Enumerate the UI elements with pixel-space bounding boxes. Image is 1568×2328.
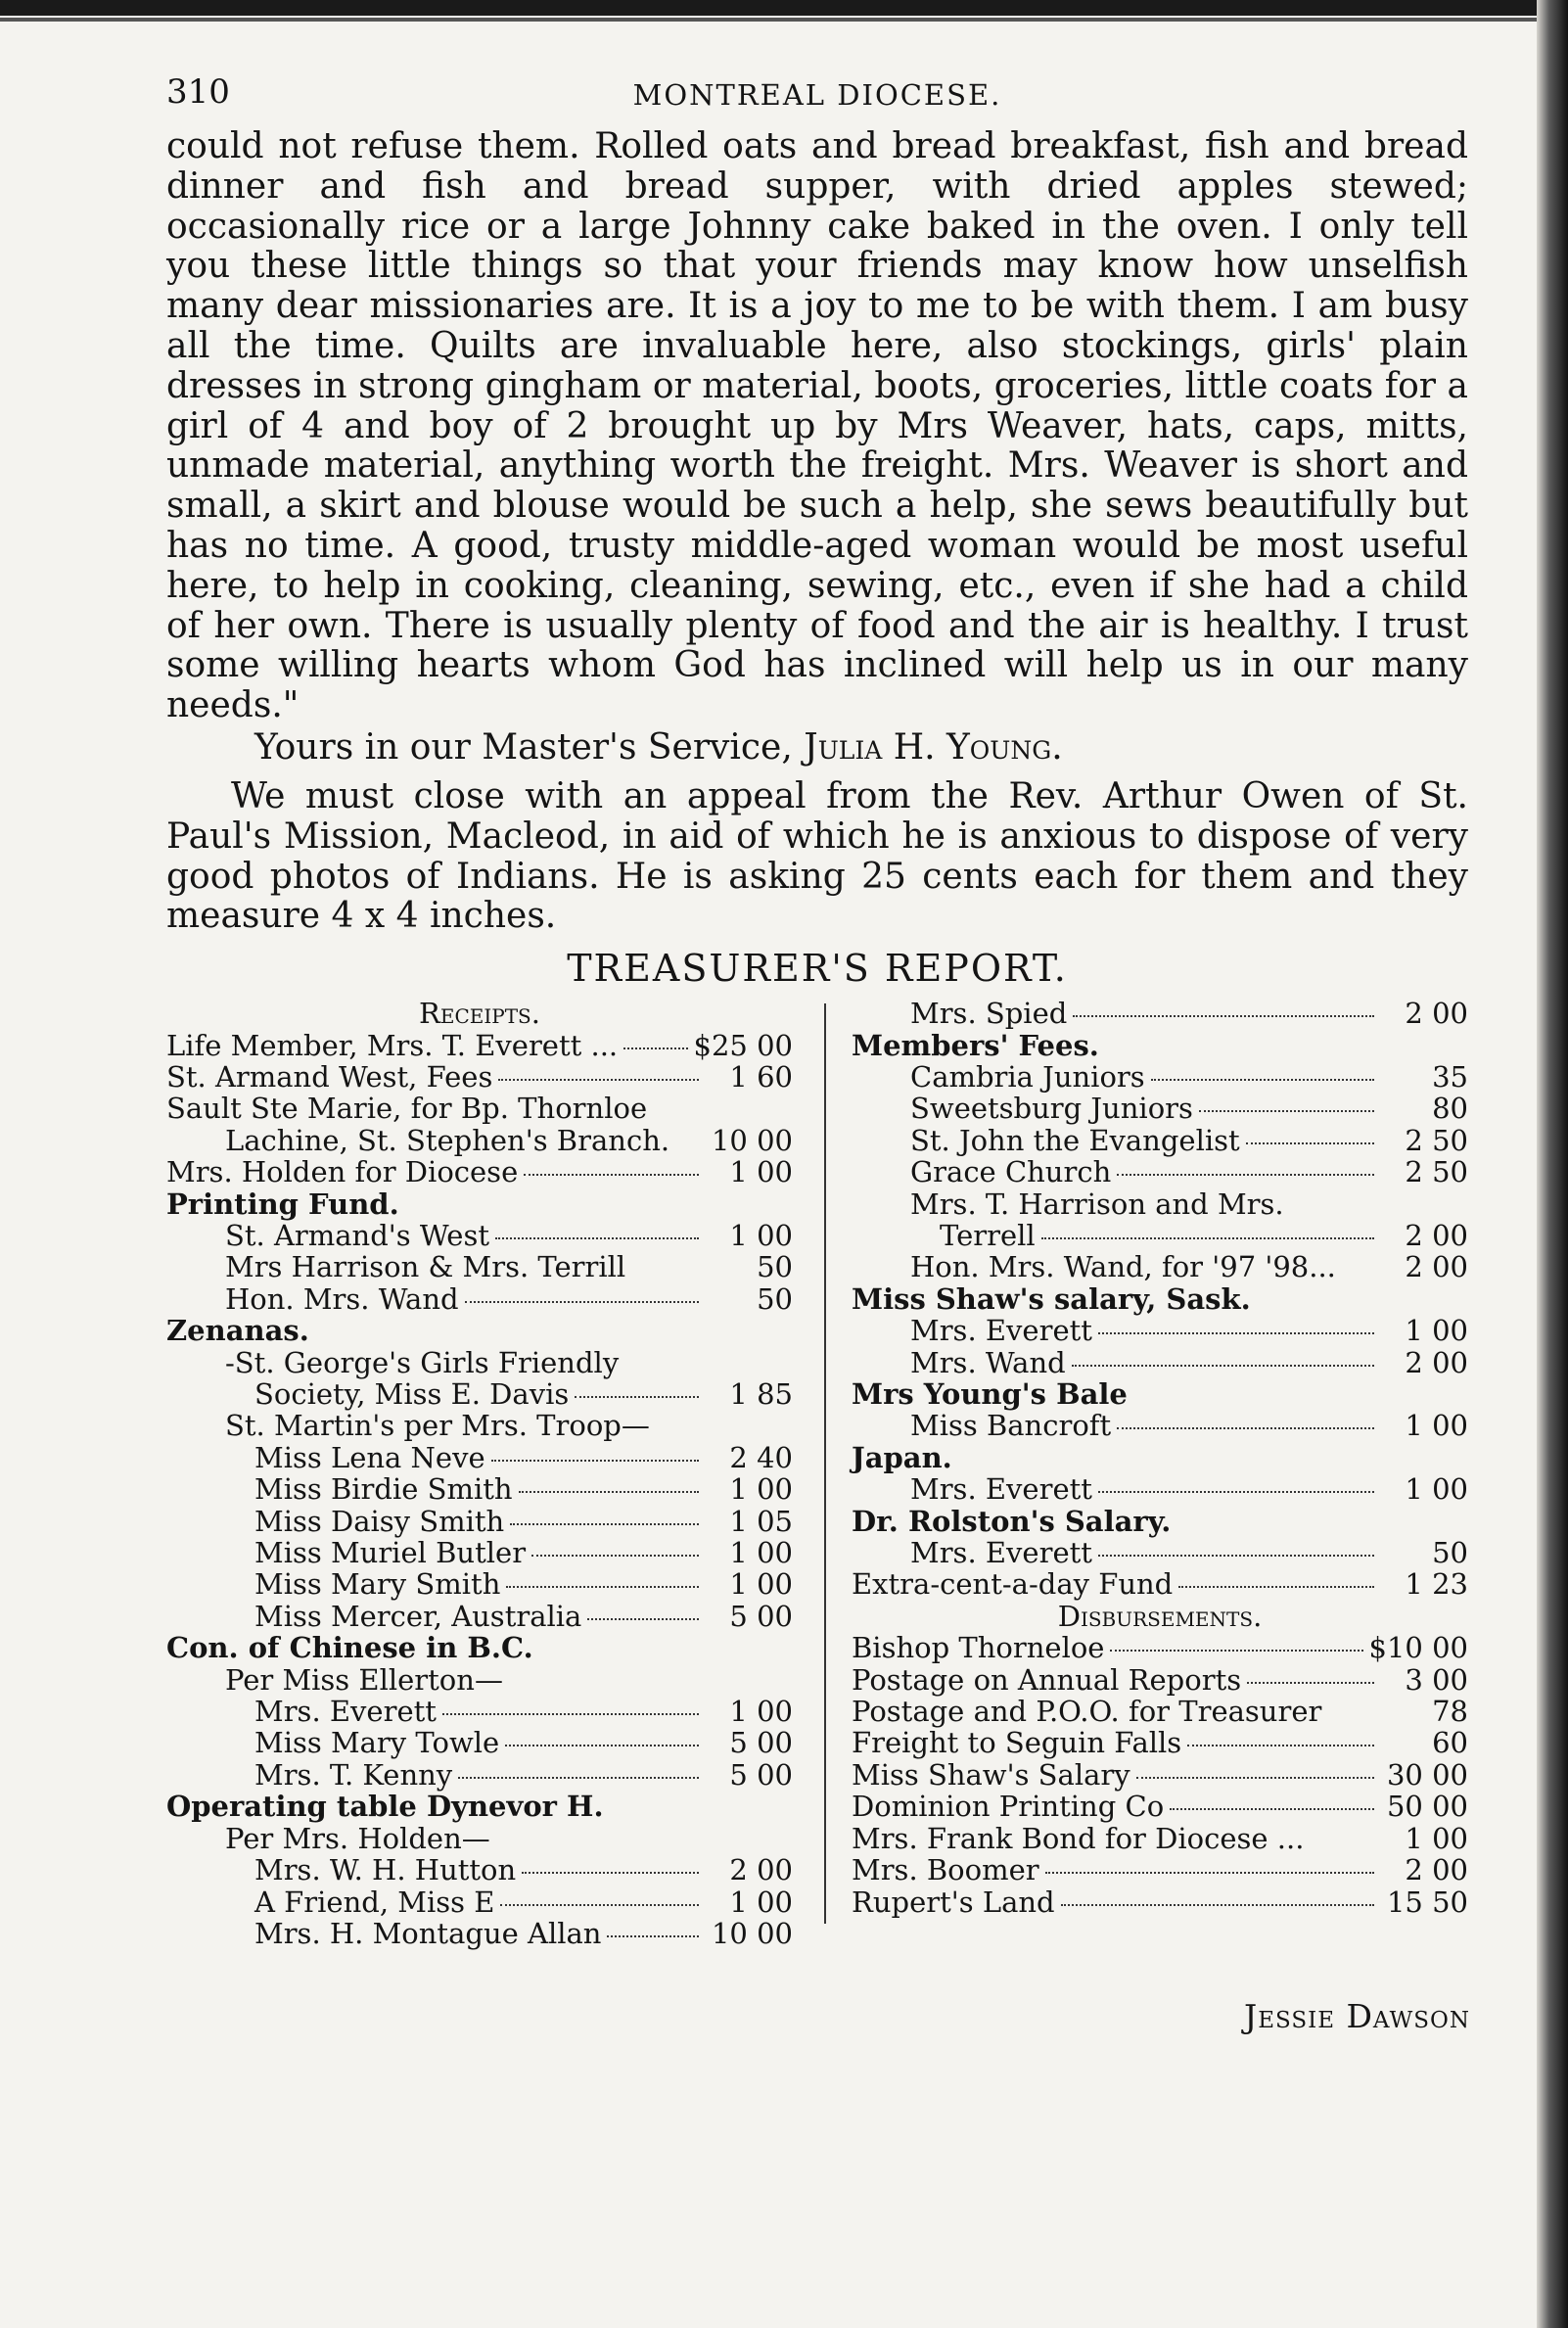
row-label: Mrs. H. Montague Allan: [254, 1916, 602, 1950]
leader-dots: [506, 1586, 699, 1588]
row-amount: 30 00: [1386, 1757, 1468, 1792]
leader-dots: [1045, 1872, 1374, 1874]
report-row: [166, 1759, 793, 1791]
leader-dots: [575, 1396, 699, 1398]
row-label: Con. of Chinese in B.C.: [166, 1631, 533, 1665]
report-row: [852, 1378, 1468, 1410]
letter-paragraph: could not refuse them. Rolled oats and bread breakfast, fish and bread dinner and fish and bread supper, with dried apples stewed; occasionally rice or a large Johnny cake baked in the oven. I only tell you these little things so that your friends may know how unselfish many dear missionaries are. It is a joy to me to be with them. I am busy all the time. Quilts are invaluable here, also stockings, girls' plain dresses in strong gingham or material, boots, groceries, little coats for a girl of 4 and boy of 2 brought up by Mrs Weaver, hats, caps, mitts, unmade material, anything worth the freight. Mrs. Weaver is short and small, a skirt and blouse would be such a help, she sews beautifully but has no time. A good, trusty middle-aged woman would be most useful here, to help in cooking, cleaning, sewing, etc., even if she had a child of her own. There is usually plenty of food and the air is healthy. I trust some willing hearts whom God has inclined will help us in our many needs.": [166, 126, 1468, 726]
report-row: [852, 1886, 1468, 1918]
report-row: [166, 1220, 793, 1251]
row-amount: 10 00: [711, 1123, 793, 1157]
row-amount: 2 50: [1405, 1155, 1468, 1189]
row-amount: 10 00: [711, 1916, 793, 1950]
row-amount: 1 00: [729, 1695, 793, 1729]
signoff-name: Julia H. Young.: [804, 726, 1063, 768]
row-label: St. Martin's per Mrs. Troop—: [225, 1409, 650, 1443]
row-label: Miss Bancroft: [910, 1409, 1112, 1443]
row-label: Society, Miss E. Davis: [254, 1377, 570, 1412]
report-row: [852, 1632, 1468, 1663]
row-amount: 50: [757, 1250, 793, 1284]
row-amount: 2 50: [1405, 1123, 1468, 1157]
row-amount: 80: [1432, 1092, 1468, 1126]
row-amount: 5 00: [729, 1757, 793, 1792]
row-label: Mrs. Spied: [910, 997, 1068, 1031]
row-amount: $10 00: [1368, 1631, 1468, 1665]
row-label: Printing Fund.: [166, 1187, 399, 1221]
report-row: [852, 1506, 1468, 1537]
leader-dots: [500, 1904, 699, 1906]
row-label: Mrs. Everett: [910, 1536, 1092, 1570]
row-label: A Friend, Miss E: [254, 1885, 495, 1919]
row-label: Life Member, Mrs. T. Everett ...: [166, 1028, 619, 1062]
leader-dots: [442, 1713, 699, 1715]
report-row: [852, 1410, 1468, 1441]
row-label: Extra-cent-a-day Fund: [852, 1567, 1174, 1602]
page-content: [166, 59, 1468, 1950]
row-label: Hon. Mrs. Wand, for '97 '98...: [910, 1250, 1336, 1284]
report-row: [852, 1696, 1468, 1727]
page-number: 310: [166, 72, 230, 112]
row-amount: 1 00: [729, 1155, 793, 1189]
row-label: Mrs. Frank Bond for Diocese ...: [852, 1821, 1305, 1855]
report-row: [166, 1156, 793, 1187]
report-row: [166, 1696, 793, 1727]
leader-dots: [1073, 1015, 1374, 1017]
row-amount: 2 00: [1405, 997, 1468, 1031]
report-row: [852, 1125, 1468, 1156]
row-amount: 50: [1432, 1536, 1468, 1570]
leader-dots: [458, 1777, 699, 1779]
report-row: [852, 1061, 1468, 1093]
row-label: -St. George's Girls Friendly: [225, 1345, 620, 1379]
report-title: TREASURER'S REPORT.: [567, 947, 1068, 991]
row-amount: 1 00: [729, 1567, 793, 1602]
report-row: [852, 1759, 1468, 1791]
report-row: [166, 1030, 793, 1061]
row-label: Rupert's Land: [852, 1885, 1055, 1919]
report-row: [166, 1537, 793, 1568]
report-row: [166, 1664, 793, 1696]
leader-dots: [1178, 1586, 1374, 1588]
row-label: Dominion Printing Co: [852, 1790, 1165, 1824]
report-row: [166, 1791, 793, 1822]
leader-dots: [531, 1555, 699, 1557]
row-label: Postage on Annual Reports: [852, 1662, 1242, 1697]
leader-dots: [519, 1491, 699, 1493]
report-row: [852, 1823, 1468, 1854]
running-title: MONTREAL DIOCESE.: [632, 78, 1002, 112]
row-label: Miss Muriel Butler: [254, 1536, 527, 1570]
report-row: [166, 1125, 793, 1156]
row-label: Sault Ste Marie, for Bp. Thornloe: [166, 1092, 648, 1126]
row-amount: 78: [1432, 1695, 1468, 1729]
report-row: [166, 1918, 793, 1949]
row-amount: 2 00: [1405, 1853, 1468, 1887]
row-label: Mrs. Everett: [254, 1695, 437, 1729]
receipts-column: [166, 998, 793, 1949]
row-label: Miss Mary Towle: [254, 1726, 500, 1760]
row-label: Miss Birdie Smith: [254, 1472, 513, 1507]
row-label: Mrs. T. Harrison and Mrs.: [910, 1187, 1284, 1221]
row-label: Per Miss Ellerton—: [225, 1662, 503, 1697]
report-row: [166, 1188, 793, 1220]
leader-dots: [1199, 1110, 1374, 1112]
leader-dots: [587, 1618, 699, 1620]
report-row: [166, 1854, 793, 1886]
row-amount: 1 23: [1405, 1567, 1468, 1602]
appeal-paragraph: We must close with an appeal from the Rev. Arthur Owen of St. Paul's Mission, Macleod, in aid of which he is anxious to dispose of very good photos of Indians. He is asking 25 cents each for them and they measure 4 x 4 inches.: [166, 775, 1468, 937]
report-row: [166, 1347, 793, 1378]
leader-dots: [623, 1048, 687, 1049]
leader-dots: [1151, 1079, 1374, 1081]
report-row: [852, 1188, 1468, 1220]
row-amount: 1 00: [1405, 1821, 1468, 1855]
scan-right-edge: [1537, 0, 1568, 2328]
row-amount: 2 40: [729, 1440, 793, 1474]
row-label: Zenanas.: [166, 1314, 309, 1348]
report-row: [166, 1093, 793, 1124]
row-label: Japan.: [852, 1440, 952, 1474]
column-divider: [824, 1003, 826, 1924]
leader-dots: [1098, 1332, 1374, 1334]
row-label: Miss Shaw's Salary: [852, 1757, 1130, 1792]
report-row: [166, 1473, 793, 1505]
row-amount: 2 00: [1405, 1250, 1468, 1284]
report-row: [852, 1283, 1468, 1315]
row-label: St. John the Evangelist: [910, 1123, 1240, 1157]
row-label: Dr. Rolston's Salary.: [852, 1504, 1172, 1538]
report-row: [166, 1506, 793, 1537]
row-label: Disbursements.: [1057, 1599, 1263, 1633]
row-amount: 15 50: [1386, 1885, 1468, 1919]
row-label: St. Armand's West: [225, 1218, 490, 1252]
scan-top-border-shadow: [0, 18, 1568, 22]
leader-dots: [1072, 1365, 1374, 1367]
report-row: [852, 1568, 1468, 1600]
leader-dots: [491, 1460, 699, 1462]
report-row: [166, 1568, 793, 1600]
leader-dots: [1247, 1682, 1374, 1684]
row-label: Terrell: [940, 1218, 1036, 1252]
leader-dots: [510, 1523, 699, 1525]
row-amount: 1 00: [729, 1536, 793, 1570]
leader-dots: [498, 1079, 699, 1081]
leader-dots: [607, 1935, 699, 1937]
report-row: [852, 1220, 1468, 1251]
row-label: Mrs. Wand: [910, 1345, 1066, 1379]
row-amount: 2 00: [729, 1853, 793, 1887]
leader-dots: [1041, 1237, 1374, 1239]
row-label: Per Mrs. Holden—: [225, 1821, 490, 1855]
page-header: [166, 59, 1468, 127]
report-row: [852, 1347, 1468, 1378]
leader-dots: [1246, 1142, 1374, 1144]
row-label: Miss Mary Smith: [254, 1567, 501, 1602]
row-label: Postage and P.O.O. for Treasurer: [852, 1695, 1322, 1729]
row-amount: 50: [757, 1281, 793, 1316]
leader-dots: [1098, 1555, 1374, 1557]
row-label: Operating table Dynevor H.: [166, 1790, 604, 1824]
row-label: Grace Church: [910, 1155, 1112, 1189]
row-amount: 1 85: [729, 1377, 793, 1412]
report-row: [166, 1632, 793, 1663]
report-row: [852, 1854, 1468, 1886]
row-label: Miss Mercer, Australia: [254, 1599, 582, 1633]
row-label: Freight to Seguin Falls: [852, 1726, 1182, 1760]
leader-dots: [524, 1174, 699, 1176]
row-amount: 2 00: [1405, 1345, 1468, 1379]
row-amount: 3 00: [1405, 1662, 1468, 1697]
report-row: [852, 1442, 1468, 1473]
report-row: [166, 1251, 793, 1282]
row-label: Hon. Mrs. Wand: [225, 1281, 459, 1316]
report-row: [852, 1601, 1468, 1632]
signoff-prefix: Yours in our Master's Service,: [254, 726, 793, 768]
row-amount: 5 00: [729, 1726, 793, 1760]
row-amount: 1 00: [729, 1885, 793, 1919]
report-row: [852, 1030, 1468, 1061]
row-amount: 50 00: [1386, 1790, 1468, 1824]
report-row: [852, 1251, 1468, 1282]
leader-dots: [1117, 1174, 1374, 1176]
leader-dots: [522, 1872, 699, 1874]
report-row: [166, 1601, 793, 1632]
leader-dots: [495, 1237, 699, 1239]
row-label: Miss Daisy Smith: [254, 1504, 505, 1538]
report-row: [852, 1156, 1468, 1187]
row-label: Mrs. Holden for Diocese: [166, 1155, 519, 1189]
report-row: [852, 1664, 1468, 1696]
leader-dots: [1170, 1808, 1374, 1810]
report-row: [166, 998, 793, 1029]
row-amount: $25 00: [693, 1028, 793, 1062]
row-label: Bishop Thorneloe: [852, 1631, 1105, 1665]
row-amount: 1 00: [1405, 1472, 1468, 1507]
report-row: [166, 1410, 793, 1441]
row-label: Mrs. T. Kenny: [254, 1757, 453, 1792]
report-row: [852, 1537, 1468, 1568]
report-row: [852, 1093, 1468, 1124]
row-label: Cambria Juniors: [910, 1059, 1145, 1094]
row-amount: 35: [1432, 1059, 1468, 1094]
row-label: St. Armand West, Fees: [166, 1059, 493, 1094]
row-label: Sweetsburg Juniors: [910, 1092, 1193, 1126]
row-amount: 1 05: [729, 1504, 793, 1538]
row-label: Mrs Young's Bale: [852, 1377, 1128, 1412]
row-label: Mrs Harrison & Mrs. Terrill: [225, 1250, 626, 1284]
report-row: [166, 1315, 793, 1346]
row-amount: 5 00: [729, 1599, 793, 1633]
report-row: [852, 1727, 1468, 1758]
row-label: Members' Fees.: [852, 1028, 1099, 1062]
report-row: [166, 1378, 793, 1410]
report-row: [166, 1886, 793, 1918]
treasurer-signature: Jessie Dawson: [1243, 1997, 1470, 2035]
leader-dots: [505, 1745, 699, 1746]
report-row: [166, 1823, 793, 1854]
row-label: Mrs. Boomer: [852, 1853, 1039, 1887]
leader-dots: [1187, 1745, 1374, 1746]
row-amount: 1 00: [729, 1218, 793, 1252]
leader-dots: [1061, 1904, 1374, 1906]
row-label: Lachine, St. Stephen's Branch.: [225, 1123, 670, 1157]
row-label: Mrs. W. H. Hutton: [254, 1853, 517, 1887]
report-row: [166, 1727, 793, 1758]
leader-dots: [1136, 1777, 1374, 1779]
row-label: Mrs. Everett: [910, 1472, 1092, 1507]
report-row: [852, 998, 1468, 1029]
report-row: [852, 1791, 1468, 1822]
report-row: [852, 1315, 1468, 1346]
report-row: [852, 1473, 1468, 1505]
leader-dots: [465, 1301, 699, 1303]
scan-top-border: [0, 0, 1568, 16]
treasurer-report-table: [166, 997, 1468, 1950]
row-amount: 1 00: [729, 1472, 793, 1507]
leader-dots: [1110, 1650, 1362, 1652]
row-label: Receipts.: [419, 997, 540, 1031]
row-amount: 1 00: [1405, 1314, 1468, 1348]
report-row: [166, 1442, 793, 1473]
leader-dots: [1117, 1427, 1374, 1429]
disbursements-column: [852, 998, 1468, 1918]
row-amount: 1 00: [1405, 1409, 1468, 1443]
letter-signoff: [254, 728, 1468, 768]
row-amount: 60: [1432, 1726, 1468, 1760]
report-row: [166, 1283, 793, 1315]
row-amount: 1 60: [729, 1059, 793, 1094]
report-row: [166, 1061, 793, 1093]
row-label: Mrs. Everett: [910, 1314, 1092, 1348]
row-label: Miss Shaw's salary, Sask.: [852, 1281, 1251, 1316]
row-label: Miss Lena Neve: [254, 1440, 485, 1474]
leader-dots: [1098, 1491, 1374, 1493]
row-amount: 2 00: [1405, 1218, 1468, 1252]
